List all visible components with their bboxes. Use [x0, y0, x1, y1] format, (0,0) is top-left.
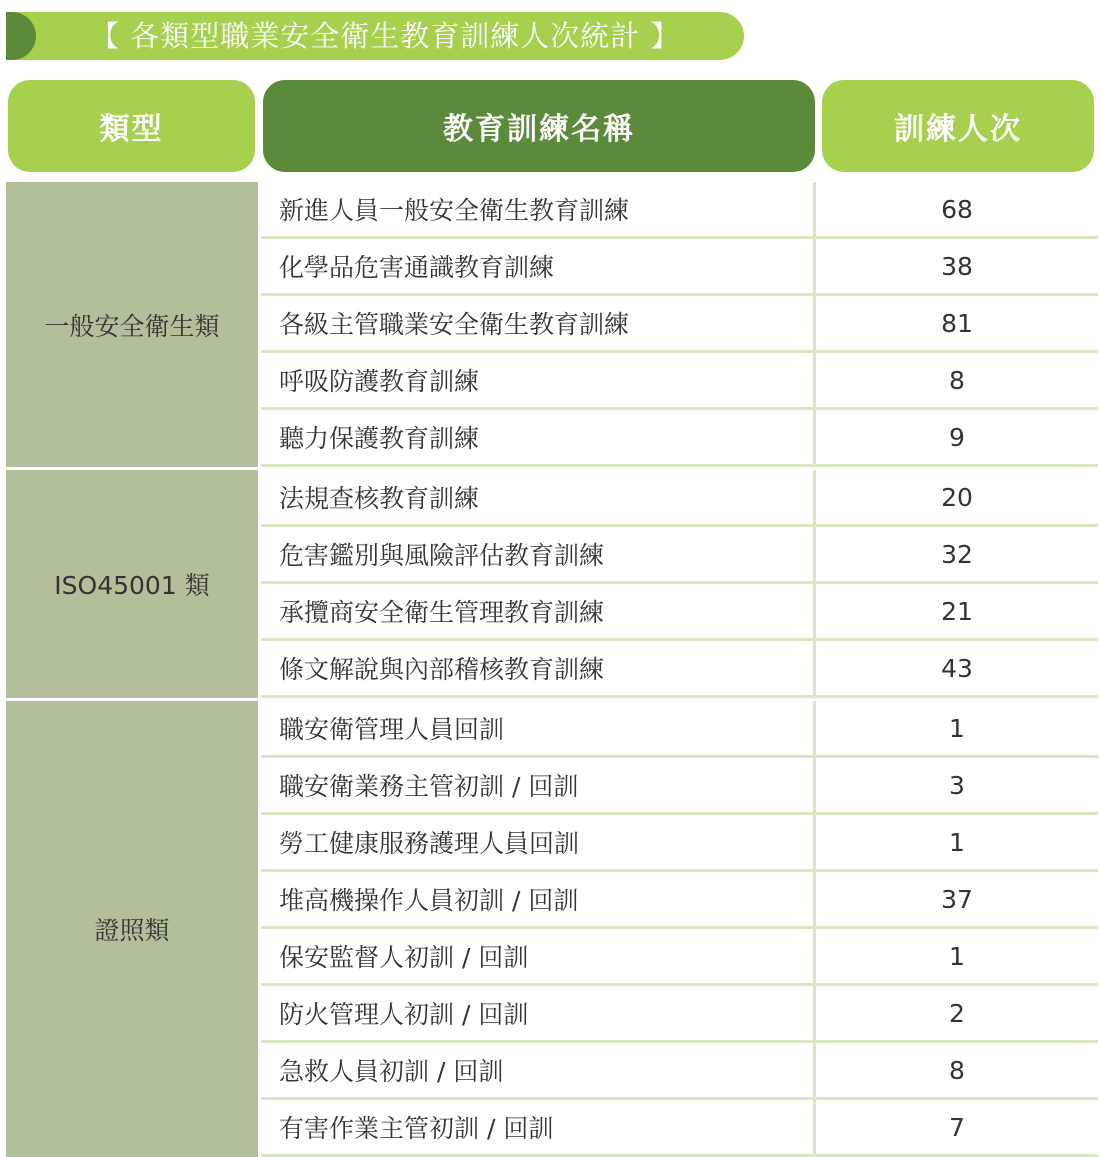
table-row: [261, 410, 1098, 467]
header-training-name: 教育訓練名稱: [263, 80, 815, 172]
training-name-cell: 條文解說與內部稽核教育訓練: [261, 641, 816, 695]
training-name-cell: 化學品危害通識教育訓練: [261, 239, 816, 293]
training-count-cell: 37: [941, 884, 973, 914]
table-row: [261, 353, 1098, 410]
table-row: [261, 239, 1098, 296]
training-count-cell: 8: [949, 1055, 965, 1085]
group-certification: [6, 701, 1098, 1157]
training-count-cell: 38: [941, 251, 973, 281]
training-name-cell: 勞工健康服務護理人員回訓: [261, 815, 816, 869]
table-row: [261, 758, 1098, 815]
training-count-cell: 1: [949, 827, 965, 857]
header-training-count: 訓練人次: [822, 80, 1094, 172]
group-rows: [261, 701, 1098, 1157]
training-count-cell: 43: [941, 653, 973, 683]
table-row: [261, 296, 1098, 353]
training-name-cell: 急救人員初訓 / 回訓: [261, 1043, 816, 1097]
group-rows: [261, 470, 1098, 698]
training-name-cell: 有害作業主管初訓 / 回訓: [261, 1100, 816, 1154]
group-general-safety: [6, 182, 1098, 470]
training-name-cell: 職安衛業務主管初訓 / 回訓: [261, 758, 816, 812]
training-name-cell: 堆高機操作人員初訓 / 回訓: [261, 872, 816, 926]
table-row: [261, 986, 1098, 1043]
category-cell: ISO45001 類: [6, 470, 258, 698]
table-row: [261, 470, 1098, 527]
training-name-cell: 法規查核教育訓練: [261, 470, 816, 524]
header-type: 類型: [8, 80, 255, 172]
training-name-cell: 職安衛管理人員回訓: [261, 701, 816, 755]
training-count-cell: 32: [941, 539, 973, 569]
training-name-cell: 防火管理人初訓 / 回訓: [261, 986, 816, 1040]
training-count-cell: 1: [949, 941, 965, 971]
training-count-cell: 68: [941, 194, 973, 224]
training-table: [6, 182, 1098, 1157]
training-count-cell: 2: [949, 998, 965, 1028]
training-name-cell: 新進人員一般安全衛生教育訓練: [261, 182, 816, 236]
training-count-cell: 20: [941, 482, 973, 512]
training-count-cell: 81: [941, 308, 973, 338]
table-row: [261, 1043, 1098, 1100]
page-title: 【 各類型職業安全衛生教育訓練人次統計 】: [90, 19, 681, 53]
table-row: [261, 815, 1098, 872]
table-row: [261, 929, 1098, 986]
training-name-cell: 保安監督人初訓 / 回訓: [261, 929, 816, 983]
training-count-cell: 9: [949, 422, 965, 452]
training-name-cell: 聽力保護教育訓練: [261, 410, 816, 464]
training-name-cell: 承攬商安全衛生管理教育訓練: [261, 584, 816, 638]
group-iso45001: [6, 470, 1098, 701]
table-row: [261, 584, 1098, 641]
training-name-cell: 危害鑑別與風險評估教育訓練: [261, 527, 816, 581]
training-count-cell: 21: [941, 596, 973, 626]
group-rows: [261, 182, 1098, 467]
training-count-cell: 7: [949, 1112, 965, 1142]
table-row: [261, 182, 1098, 239]
training-count-cell: 8: [949, 365, 965, 395]
table-row: [261, 701, 1098, 758]
category-cell: 一般安全衛生類: [6, 182, 258, 467]
table-row: [261, 527, 1098, 584]
category-cell: 證照類: [6, 701, 258, 1157]
training-count-cell: 1: [949, 713, 965, 743]
training-name-cell: 呼吸防護教育訓練: [261, 353, 816, 407]
table-row: [261, 641, 1098, 698]
training-name-cell: 各級主管職業安全衛生教育訓練: [261, 296, 816, 350]
training-count-cell: 3: [949, 770, 965, 800]
table-row: [261, 1100, 1098, 1157]
table-row: [261, 872, 1098, 929]
